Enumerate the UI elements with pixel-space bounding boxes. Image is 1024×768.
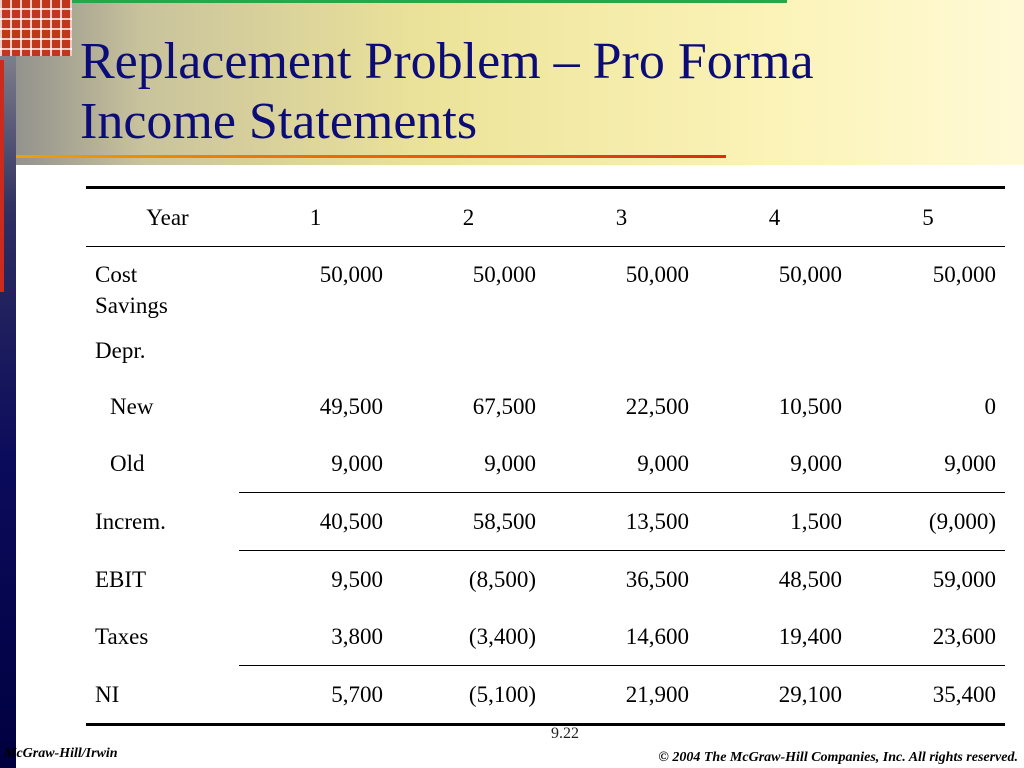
table-row-ni (86, 666, 1005, 725)
table-cell: 22,500 (625, 394, 689, 419)
table-cell: 40,500 (239, 493, 392, 551)
table-cell: (9,000) (851, 493, 1005, 551)
table-cell: 9,000 (698, 435, 851, 493)
table-cell: 67,500 (472, 394, 536, 419)
table-cell: 50,000 (319, 262, 383, 287)
table-cell: 49,500 (319, 394, 383, 419)
header-year-3: 3 (615, 205, 628, 230)
row-label-savings: Savings (95, 293, 168, 318)
table-cell: 14,600 (545, 608, 698, 666)
table-cell: 9,000 (239, 435, 392, 493)
table-cell: 50,000 (472, 262, 536, 287)
header-year-4: 4 (768, 205, 781, 230)
table-row-new (86, 378, 1005, 435)
table-cell: 10,500 (778, 394, 842, 419)
row-label-old: Old (110, 451, 145, 477)
table-cell: (5,100) (468, 682, 536, 707)
row-label-new: New (110, 394, 154, 419)
table-cell: 9,000 (545, 435, 698, 493)
row-label-cost-savings (86, 247, 239, 329)
top-green-line (72, 0, 787, 3)
row-label-cost: Cost (95, 262, 138, 287)
header-year-5: 5 (922, 205, 934, 230)
table-row-ebit (86, 551, 1005, 609)
slide-title (80, 32, 814, 152)
table-cell: (3,400) (392, 608, 545, 666)
table-cell: 59,000 (932, 567, 996, 592)
table-row-increm (86, 493, 1005, 551)
table-cell: 58,500 (392, 493, 545, 551)
pro-forma-table (86, 186, 1005, 726)
table-row-taxes (86, 608, 1005, 666)
table-cell: 3,800 (239, 608, 392, 666)
row-label-increm: Increm. (95, 509, 166, 534)
table-cell: 0 (984, 394, 996, 419)
table-cell: 5,700 (331, 682, 383, 707)
table-cell: 50,000 (932, 262, 996, 287)
row-label-taxes: Taxes (95, 624, 149, 650)
left-red-line (0, 60, 4, 292)
table-cell: 9,000 (392, 435, 545, 493)
table-cell: 35,400 (932, 682, 996, 707)
table-row-cost-savings (86, 247, 1005, 329)
slide-title-line1: Replacement Problem – Pro Forma (80, 33, 814, 90)
header-year-2: 2 (462, 205, 475, 230)
table-cell: 13,500 (545, 493, 698, 551)
table-cell: 21,900 (625, 682, 689, 707)
publisher-label: McGraw-Hill/Irwin (4, 746, 118, 761)
table-cell: 50,000 (778, 262, 842, 287)
table-cell: 9,500 (331, 567, 383, 592)
table-cell: 29,100 (778, 682, 842, 707)
header-year-1: 1 (309, 205, 322, 230)
table-cell: 50,000 (625, 262, 689, 287)
title-underline (16, 155, 726, 158)
row-label-ebit: EBIT (95, 566, 147, 592)
grid-pattern-decoration (0, 0, 72, 56)
table-row-old (86, 435, 1005, 493)
table-cell: 1,500 (698, 493, 851, 551)
table-cell: 9,000 (851, 435, 1005, 493)
slide-title-line2: Income Statements (80, 93, 478, 150)
table-cell: 19,400 (698, 608, 851, 666)
table-cell: 48,500 (778, 567, 842, 592)
table-cell: 23,600 (851, 608, 1005, 666)
table-cell: 36,500 (625, 567, 689, 592)
row-label-ni: NI (95, 681, 120, 707)
copyright-notice: © 2004 The McGraw-Hill Companies, Inc. All rights reserved. (658, 750, 1018, 765)
table-cell: (8,500) (468, 567, 536, 592)
slide-number: 9.22 (551, 725, 579, 742)
table-row-depr (86, 328, 1005, 378)
table-header-row (86, 188, 1005, 247)
row-label-depr: Depr. (95, 338, 146, 363)
header-year: Year (146, 205, 189, 230)
